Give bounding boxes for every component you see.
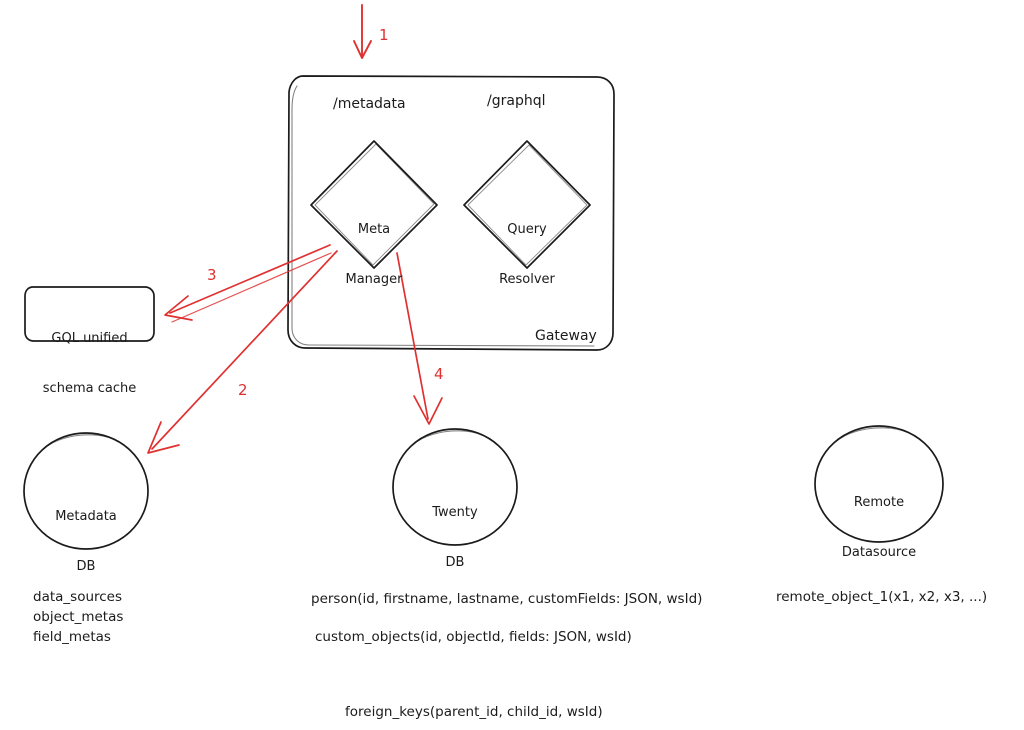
remote-schema-line-1: remote_object_1(x1, x2, x3, ...) bbox=[776, 589, 988, 605]
step-number-2: 2 bbox=[238, 381, 248, 399]
meta-manager-line2: Manager bbox=[345, 272, 403, 288]
query-resolver-diamond bbox=[464, 141, 590, 268]
gql-cache-box bbox=[25, 287, 154, 341]
metadata-db-line1: Metadata bbox=[55, 508, 117, 524]
arrow-4 bbox=[397, 253, 442, 424]
arrow-1 bbox=[354, 5, 371, 58]
gateway-container bbox=[288, 76, 614, 350]
gateway-label: Gateway bbox=[535, 328, 597, 344]
query-resolver-line2: Resolver bbox=[499, 272, 555, 288]
remote-datasource-line2: Datasource bbox=[841, 545, 917, 561]
metadata-schema-line-2: object_metas bbox=[33, 609, 124, 625]
remote-datasource-line1: Remote bbox=[853, 494, 905, 510]
twenty-db-line2: DB bbox=[445, 555, 465, 571]
gql-cache-line2: schema cache bbox=[42, 381, 137, 397]
meta-manager-line1: Meta bbox=[357, 221, 391, 237]
metadata-db-circle bbox=[24, 433, 148, 549]
gql-cache-line1: GQL unified bbox=[51, 330, 128, 346]
step-number-3: 3 bbox=[207, 266, 217, 284]
endpoint-metadata-label: /metadata bbox=[333, 96, 406, 112]
metadata-schema-line-1: data_sources bbox=[33, 589, 123, 605]
remote-datasource-circle bbox=[815, 426, 943, 542]
twenty-schema-line-1: person(id, firstname, lastname, customFields: JSON, wsId) bbox=[311, 591, 703, 607]
metadata-schema-line-3: field_metas bbox=[33, 629, 111, 645]
twenty-db-line1: Twenty bbox=[432, 504, 478, 520]
query-resolver-line1: Query bbox=[507, 221, 547, 237]
meta-manager-diamond bbox=[311, 141, 437, 268]
metadata-db-line2: DB bbox=[76, 559, 96, 575]
step-number-4: 4 bbox=[434, 365, 444, 383]
twenty-db-circle bbox=[393, 429, 517, 545]
twenty-schema-line-3: foreign_keys(parent_id, child_id, wsId) bbox=[345, 704, 603, 720]
step-number-1: 1 bbox=[379, 26, 389, 44]
endpoint-graphql-label: /graphql bbox=[487, 93, 546, 109]
twenty-schema-line-2: custom_objects(id, objectId, fields: JSON, wsId) bbox=[315, 629, 632, 645]
